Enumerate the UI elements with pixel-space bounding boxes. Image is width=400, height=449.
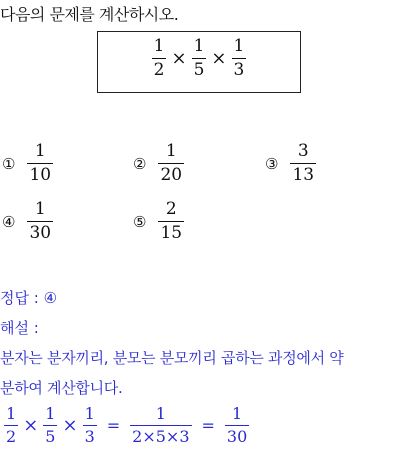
times-sign: × — [62, 415, 78, 436]
fraction: $\frac{1}{5}$ — [193, 36, 205, 80]
answer-value: ④ — [43, 289, 58, 307]
explanation-line-1: 분자는 분자끼리, 분모는 분모끼리 곱하는 과정에서 약 — [0, 349, 344, 367]
fraction: $\frac{1}{3}$ — [233, 36, 245, 80]
equals-sign: = — [106, 416, 121, 435]
solution-expression — [2, 406, 251, 445]
option-mark: ④ — [2, 212, 16, 231]
explanation-line-2: 분하여 계산합니다. — [0, 379, 123, 397]
expression — [98, 38, 300, 79]
expression-box — [97, 31, 301, 93]
fraction: $\frac{1}{30}$ — [226, 404, 248, 446]
times-sign: × — [211, 48, 227, 69]
option-2[interactable] — [133, 143, 186, 184]
option-fraction: $\frac{1}{10}$ — [29, 141, 52, 185]
option-fraction: $\frac{2}{15}$ — [160, 199, 183, 243]
option-fraction: $\frac{1}{20}$ — [160, 141, 183, 185]
question-text: 다음의 문제를 계산하시오. — [0, 5, 179, 24]
times-sign: × — [23, 415, 39, 436]
times-sign: × — [171, 48, 187, 69]
option-mark: ② — [133, 154, 147, 173]
fraction: $\frac{1}{5}$ — [45, 404, 56, 446]
option-mark: ① — [2, 154, 16, 173]
fraction: $\frac{1}{3}$ — [84, 404, 95, 446]
fraction: $\frac{1}{2}$ — [6, 404, 17, 446]
option-mark: ⑤ — [133, 212, 147, 231]
option-4[interactable] — [2, 201, 55, 242]
option-fraction: $\frac{1}{30}$ — [29, 199, 52, 243]
option-3[interactable] — [265, 143, 318, 184]
option-1[interactable] — [2, 143, 55, 184]
option-5[interactable] — [133, 201, 186, 242]
equals-sign: = — [201, 416, 215, 435]
explanation-label: 해설 : — [0, 319, 39, 337]
answer-label: 정답 : — [0, 289, 39, 307]
answer-line — [0, 287, 57, 308]
fraction: $\frac{1}{2}$ — [153, 36, 165, 80]
option-fraction: $\frac{3}{13}$ — [292, 141, 315, 185]
fraction: $\frac{1}{2\times 5\times 3}$ — [132, 404, 190, 446]
option-mark: ③ — [265, 154, 279, 173]
